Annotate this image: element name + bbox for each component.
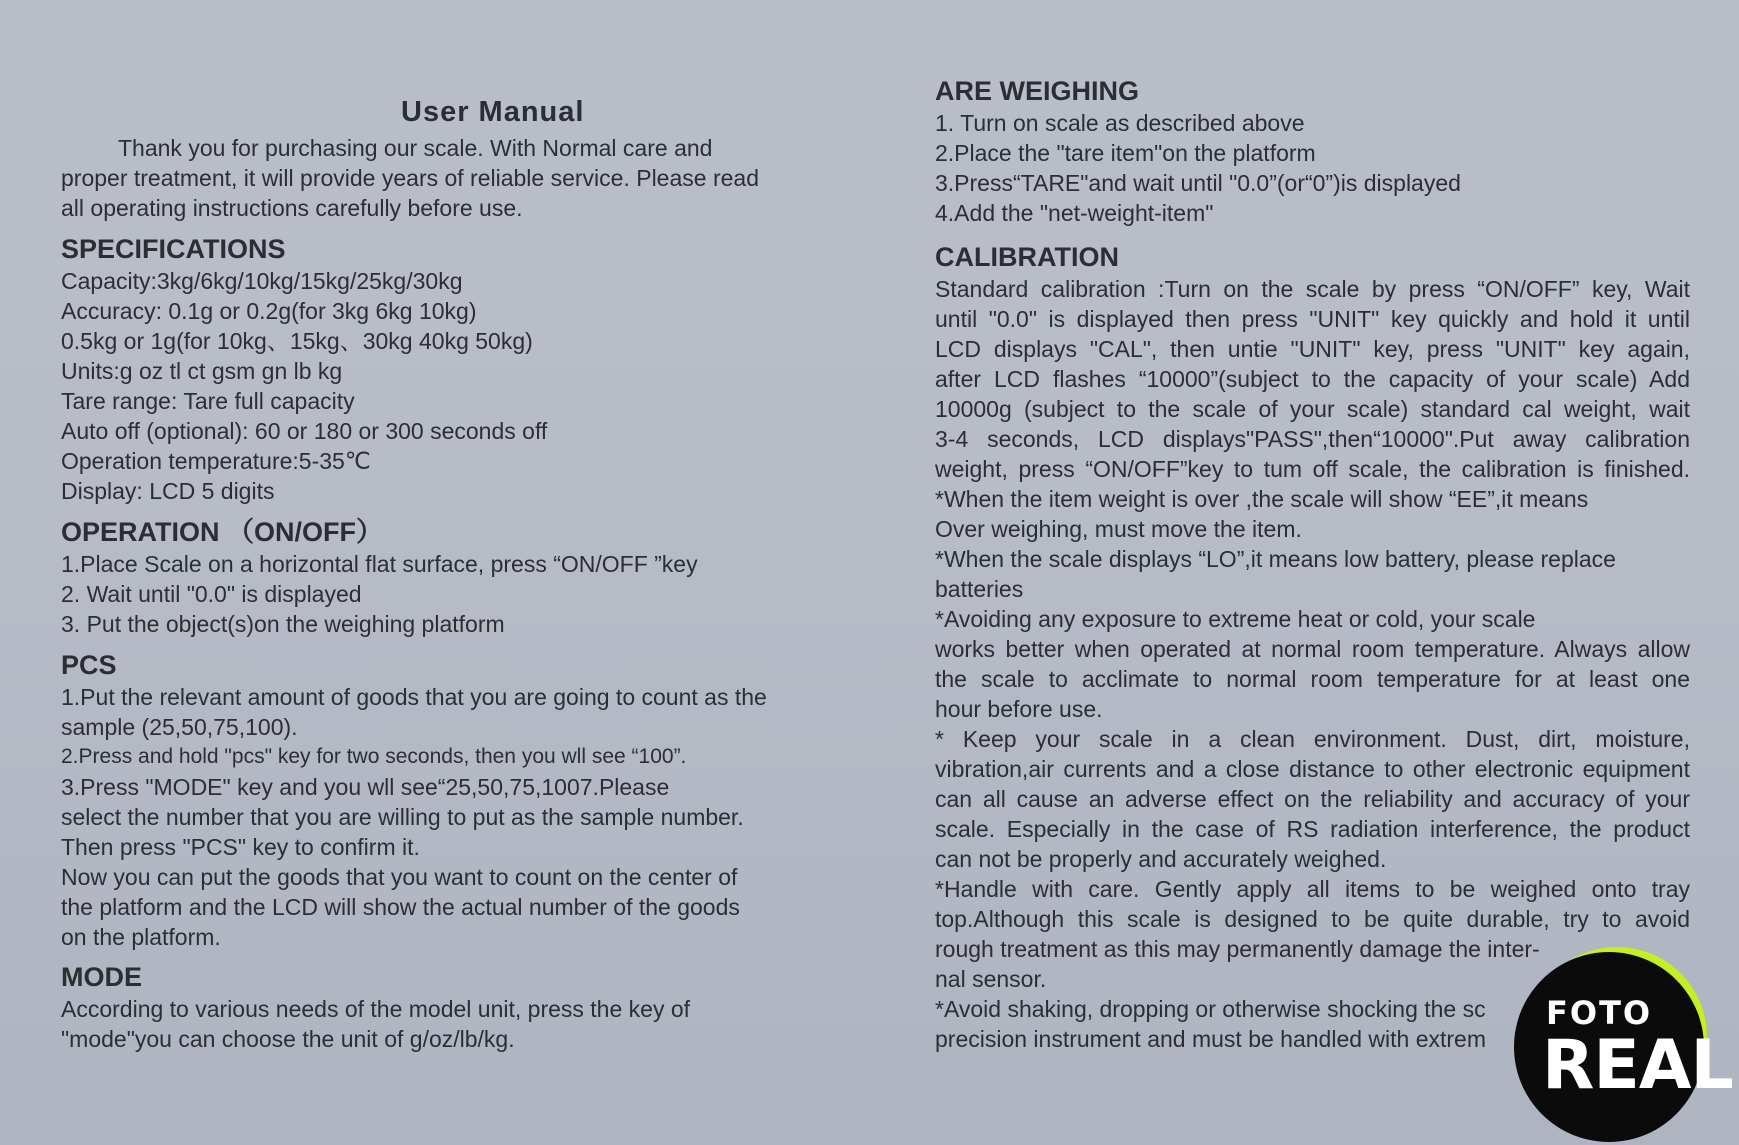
tare-line: 3.Press“TARE"and wait until "0.0”(or“0”)is displayed xyxy=(935,170,1461,196)
mode-section xyxy=(61,960,811,1054)
section-heading: ARE WEIGHING xyxy=(935,76,1140,106)
mode-line: According to various needs of the model unit, press the key of xyxy=(61,996,691,1022)
pcs-line: on the platform. xyxy=(61,924,221,950)
pcs-line: the platform and the LCD will show the actual number of the goods xyxy=(61,894,740,920)
pcs-line: select the number that you are willing to put as the sample number. xyxy=(61,804,744,830)
section-heading: MODE xyxy=(61,962,142,992)
section-heading: SPECIFICATIONS xyxy=(61,234,286,264)
spec-line: Tare range: Tare full capacity xyxy=(61,388,355,414)
spec-line: Capacity:3kg/6kg/10kg/15kg/25kg/30kg xyxy=(61,268,463,294)
calibration-line: works better when operated at normal room temperature. Always allow xyxy=(935,636,1690,662)
calibration-line: LCD displays "CAL", then untie "UNIT" key, press "UNIT" key again, xyxy=(935,336,1690,362)
manual-title: User Manual xyxy=(401,96,585,128)
spec-line: 0.5kg or 1g(for 10kg、15kg、30kg 40kg 50kg) xyxy=(61,328,533,354)
calibration-line: nal sensor. xyxy=(935,966,1047,992)
calibration-line: vibration,air currents and a close distance to other electronic equipment xyxy=(935,756,1690,782)
spec-line: Auto off (optional): 60 or 180 or 300 seconds off xyxy=(61,418,548,444)
section-heading: PCS xyxy=(61,650,117,680)
calibration-line: can not be properly and accurately weighed. xyxy=(935,846,1387,872)
calibration-line: can all cause an adverse effect on the reliability and accuracy of your xyxy=(935,786,1690,812)
pcs-line: 2.Press and hold "pcs" key for two seconds, then you wll see “100”. xyxy=(61,745,687,768)
calibration-line: * Keep your scale in a clean environment. Dust, dirt, moisture, xyxy=(935,726,1690,752)
calibration-line: hour before use. xyxy=(935,696,1103,722)
calibration-line: until "0.0" is displayed then press "UNIT" key quickly and hold it until xyxy=(935,306,1690,332)
badge-text-top: FOTO xyxy=(1546,994,1653,1032)
mode-line: "mode"you can choose the unit of g/oz/lb/kg. xyxy=(61,1026,515,1052)
tare-weighing-section xyxy=(935,74,1690,228)
calibration-line: *Avoiding any exposure to extreme heat or cold, your scale xyxy=(935,606,1536,632)
calibration-line: 10000g (subject to the scale of your scale) standard cal weight, wait xyxy=(935,396,1690,422)
spec-line: Units:g oz tl ct gsm gn lb kg xyxy=(61,358,343,384)
spec-line: Accuracy: 0.1g or 0.2g(for 3kg 6kg 10kg) xyxy=(61,298,477,324)
calibration-line: Over weighing, must move the item. xyxy=(935,516,1302,542)
intro-line: all operating instructions carefully before use. xyxy=(61,195,523,221)
spec-line: Display: LCD 5 digits xyxy=(61,478,275,504)
pcs-line: Now you can put the goods that you want to count on the center of xyxy=(61,864,738,890)
intro-line: Thank you for purchasing our scale. With Normal care and xyxy=(118,135,713,161)
intro-line: proper treatment, it will provide years of reliable service. Please read xyxy=(61,165,759,191)
pcs-section xyxy=(61,648,811,952)
calibration-section xyxy=(935,240,1690,1054)
operation-line: 1.Place Scale on a horizontal flat surface, press “ON/OFF ”key xyxy=(61,551,698,577)
calibration-line: scale. Especially in the case of RS radiation interference, the product xyxy=(935,816,1690,842)
pcs-line: sample (25,50,75,100). xyxy=(61,714,298,740)
operation-line: 3. Put the object(s)on the weighing platform xyxy=(61,611,505,637)
operation-line: 2. Wait until "0.0" is displayed xyxy=(61,581,362,607)
calibration-line: Standard calibration :Turn on the scale by press “ON/OFF” key, Wait xyxy=(935,276,1690,302)
badge-disc xyxy=(1514,952,1733,1142)
calibration-line: the scale to acclimate to normal room temperature for at least one xyxy=(935,666,1690,692)
calibration-line: weight, press “ON/OFF”key to tum off scale, the calibration is finished. xyxy=(935,456,1690,482)
badge-text-bottom: REAL xyxy=(1542,1026,1733,1105)
calibration-line: precision instrument and must be handled with extrem xyxy=(935,1026,1487,1052)
tare-line: 2.Place the "tare item"on the platform xyxy=(935,140,1316,166)
calibration-line: top.Although this scale is designed to be quite durable, try to avoid xyxy=(935,906,1690,932)
foto-real-badge xyxy=(1514,947,1733,1142)
spec-line: Operation temperature:5-35℃ xyxy=(61,448,371,474)
tare-line: 1. Turn on scale as described above xyxy=(935,110,1305,136)
pcs-line: Then press "PCS" key to confirm it. xyxy=(61,834,420,860)
specifications-section xyxy=(61,232,811,506)
calibration-line: rough treatment as this may permanently damage the inter- xyxy=(935,936,1540,962)
calibration-line: *Avoid shaking, dropping or otherwise shocking the sc xyxy=(935,996,1486,1022)
pcs-line: 1.Put the relevant amount of goods that you are going to count as the xyxy=(61,684,767,710)
pcs-line: 3.Press "MODE" key and you wll see“25,50,75,1007.Please xyxy=(61,774,670,800)
section-heading: CALIBRATION xyxy=(935,242,1119,272)
calibration-line: batteries xyxy=(935,576,1024,602)
calibration-line: *When the item weight is over ,the scale will show “EE”,it means xyxy=(935,486,1589,512)
calibration-line: 3-4 seconds, LCD displays"PASS",then“10000".Put away calibration xyxy=(935,426,1690,452)
tare-line: 4.Add the "net-weight-item" xyxy=(935,200,1214,226)
operation-section xyxy=(61,515,811,639)
calibration-line: *Handle with care. Gently apply all items to be weighed onto tray xyxy=(935,876,1690,902)
intro-paragraph xyxy=(61,133,811,223)
calibration-line: after LCD flashes “10000”(subject to the capacity of your scale) Add xyxy=(935,366,1690,392)
calibration-line: *When the scale displays “LO”,it means low battery, please replace xyxy=(935,546,1616,572)
section-heading: OPERATION （ON/OFF） xyxy=(61,517,383,547)
